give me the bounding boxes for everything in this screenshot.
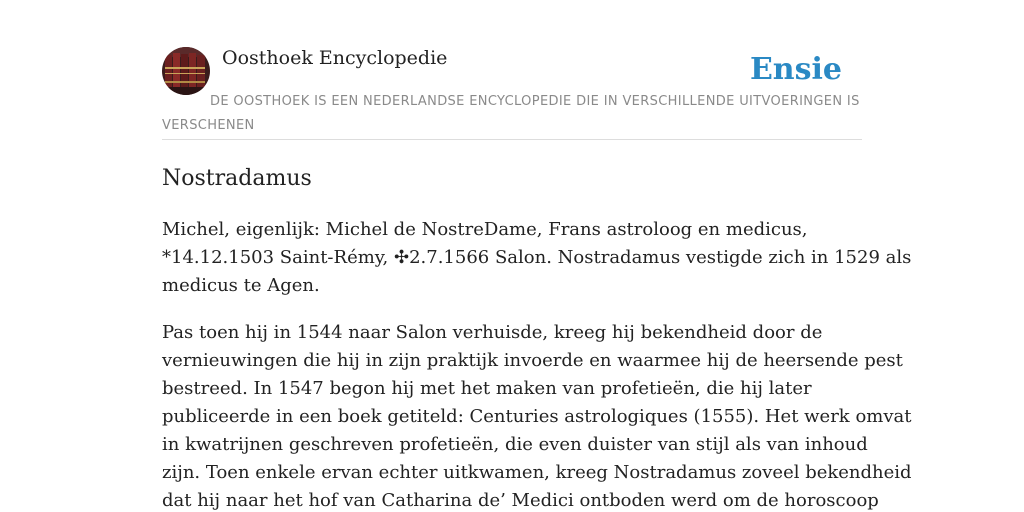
site-tagline: DE OOSTHOEK IS EEN NEDERLANDSE ENCYCLOPEDIE DIE IN VERSCHILLENDE UITVOERINGEN IS VERSCHENEN	[162, 94, 860, 133]
page-title: Nostradamus	[162, 166, 312, 191]
site-title[interactable]: Oosthoek Encyclopedie	[222, 47, 448, 69]
ensie-logo[interactable]: Ensie	[749, 52, 842, 87]
site-avatar[interactable]	[162, 47, 210, 95]
text-line: Pas toen hij in 1544 naar Salon verhuisde, kreeg hij bekendheid door de	[162, 322, 823, 343]
encyclopedia-books-icon	[162, 47, 210, 95]
article-paragraph	[162, 319, 912, 512]
text-line: medicus te Agen.	[162, 275, 320, 296]
header-divider	[162, 139, 862, 140]
text-line: bestreed. In 1547 begon hij met het maken van profetieën, die hij later	[162, 378, 812, 399]
text-line: zijn. Toen enkele ervan echter uitkwamen, kreeg Nostradamus zoveel bekendheid	[162, 462, 912, 483]
text-line: vernieuwingen die hij in zijn praktijk invoerde en waarmee hij de heersende pest	[162, 350, 903, 371]
article-paragraph	[162, 216, 912, 300]
article-body	[162, 216, 912, 512]
text-line: Michel, eigenlijk: Michel de NostreDame, Frans astroloog en medicus,	[162, 219, 808, 240]
text-line: in kwatrijnen geschreven profetieën, die even duister van stijl als van inhoud	[162, 434, 868, 455]
text-line: *14.12.1503 Saint-Rémy, ✣2.7.1566 Salon. Nostradamus vestigde zich in 1529 als	[162, 247, 912, 268]
text-line: dat hij naar het hof van Catharina de’ Medici ontboden werd om de horoscoop	[162, 490, 879, 511]
text-line: publiceerde in een boek getiteld: Centuries astrologiques (1555). Het werk omvat	[162, 406, 912, 427]
